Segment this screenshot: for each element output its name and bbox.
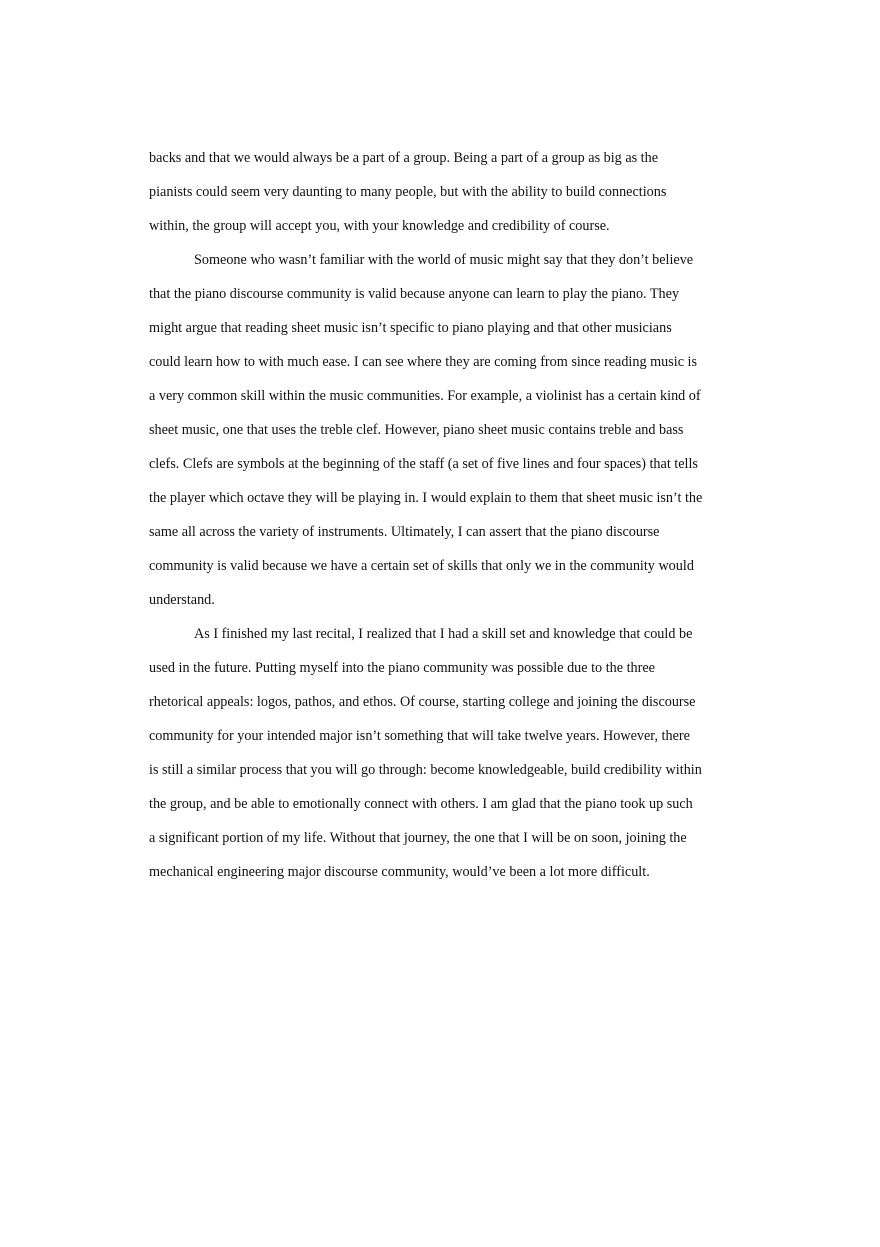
text-line: sheet music, one that uses the treble clef. However, piano sheet music contains treble and bass	[149, 422, 684, 438]
text-line: same all across the variety of instruments. Ultimately, I can assert that the piano discourse	[149, 524, 660, 540]
text-line: might argue that reading sheet music isn’t specific to piano playing and that other musicians	[149, 320, 672, 336]
text-line: a significant portion of my life. Without that journey, the one that I will be on soon, joining the	[149, 830, 687, 846]
paragraph-first-line: Someone who wasn’t familiar with the world of music might say that they don’t believe	[194, 252, 694, 268]
text-line: that the piano discourse community is valid because anyone can learn to play the piano. They	[149, 286, 680, 302]
paragraph-first-line: As I finished my last recital, I realized that I had a skill set and knowledge that could be	[194, 626, 693, 642]
text-line: pianists could seem very daunting to many people, but with the ability to build connections	[149, 184, 667, 200]
text-line: clefs. Clefs are symbols at the beginning of the staff (a set of five lines and four spaces) that tells	[149, 456, 698, 472]
text-line: community for your intended major isn’t something that will take twelve years. However, there	[149, 728, 690, 744]
text-line: the group, and be able to emotionally connect with others. I am glad that the piano took up such	[149, 796, 693, 812]
text-line: used in the future. Putting myself into the piano community was possible due to the three	[149, 660, 655, 676]
text-line: within, the group will accept you, with your knowledge and credibility of course.	[149, 218, 610, 234]
body-text	[149, 146, 734, 894]
text-line: backs and that we would always be a part of a group. Being a part of a group as big as the	[149, 150, 659, 166]
text-line: could learn how to with much ease. I can see where they are coming from since reading music is	[149, 354, 697, 370]
text-line: the player which octave they will be playing in. I would explain to them that sheet music isn’t the	[149, 490, 703, 506]
text-line: a very common skill within the music communities. For example, a violinist has a certain kind of	[149, 388, 701, 404]
text-line: mechanical engineering major discourse community, would’ve been a lot more difficult.	[149, 864, 650, 880]
text-line: rhetorical appeals: logos, pathos, and ethos. Of course, starting college and joining the discourse	[149, 694, 696, 710]
text-line: understand.	[149, 592, 215, 608]
text-line: is still a similar process that you will go through: become knowledgeable, build credibility within	[149, 762, 702, 778]
text-line: community is valid because we have a certain set of skills that only we in the community would	[149, 558, 694, 574]
